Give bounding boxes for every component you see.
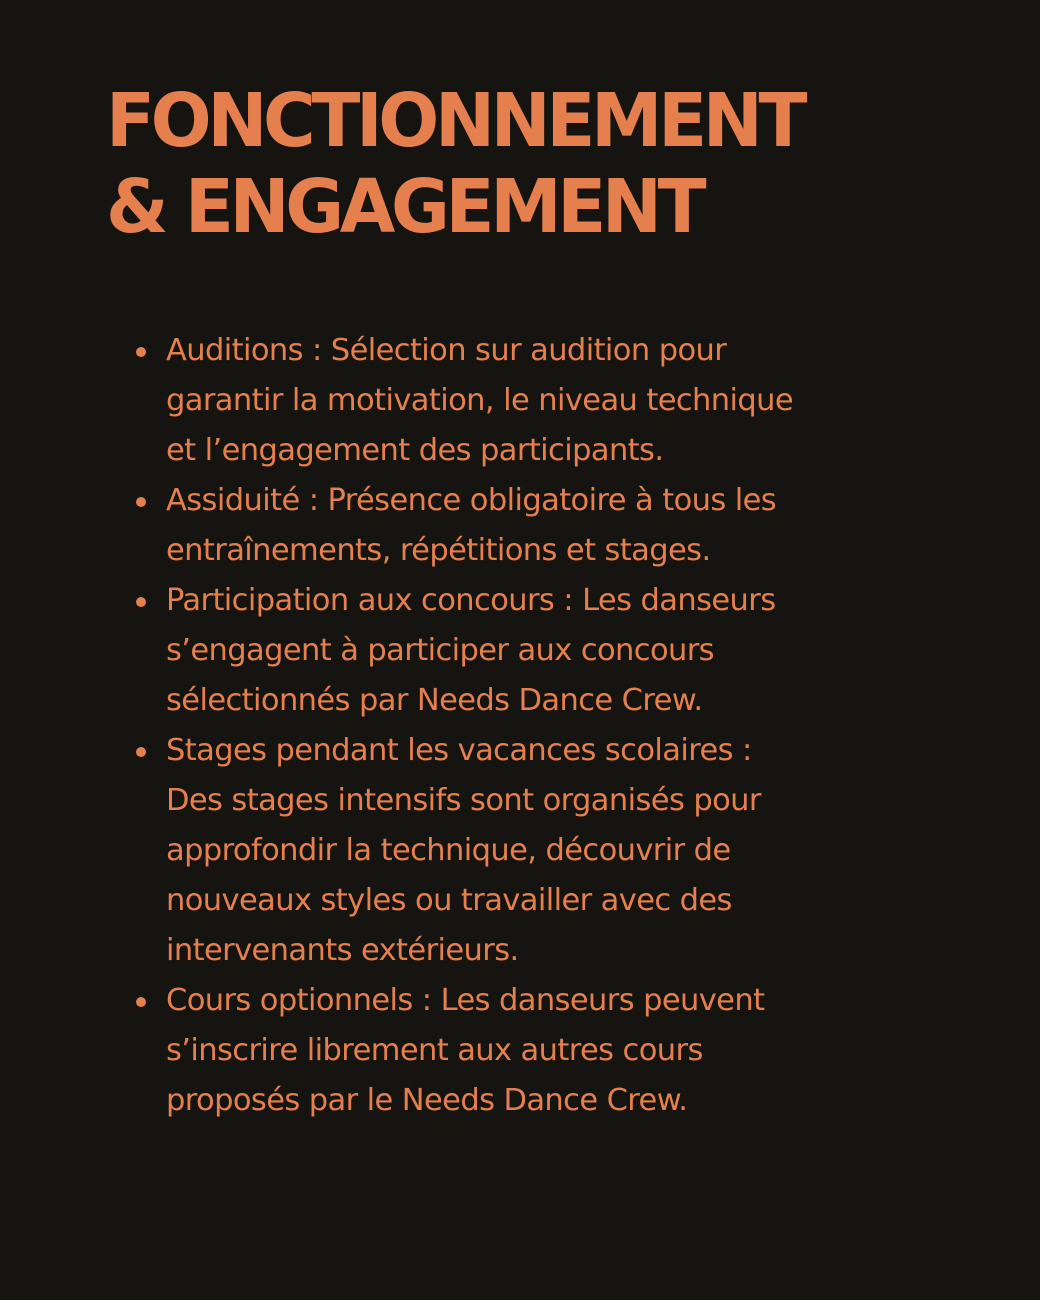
title-line-1: FONCTIONNEMENT: [106, 78, 804, 164]
list-item-line: Cours optionnels : Les danseurs peuvent: [166, 983, 765, 1018]
list-item-line: intervenants extérieurs.: [166, 933, 519, 968]
list-item-line: garantir la motivation, le niveau technique: [166, 383, 794, 418]
title-line-2: & ENGAGEMENT: [106, 164, 703, 250]
list-item-line: Participation aux concours : Les danseurs: [166, 583, 776, 618]
list-item-stages: [166, 726, 946, 976]
engagement-list: [166, 326, 946, 1126]
bullet-icon: [136, 597, 146, 607]
list-item-line: Auditions : Sélection sur audition pour: [166, 333, 727, 368]
list-item-line: s’inscrire librement aux autres cours: [166, 1033, 703, 1068]
list-item-line: proposés par le Needs Dance Crew.: [166, 1083, 688, 1118]
list-item-assiduite: [166, 476, 946, 576]
list-item-line: s’engagent à participer aux concours: [166, 633, 714, 668]
bullet-icon: [136, 347, 146, 357]
list-item-line: et l’engagement des participants.: [166, 433, 664, 468]
list-item-line: entraînements, répétitions et stages.: [166, 533, 711, 568]
page-title: [106, 78, 803, 250]
bullet-icon: [136, 997, 146, 1007]
list-item-concours: [166, 576, 946, 726]
list-item-line: nouveaux styles ou travailler avec des: [166, 883, 732, 918]
list-item-cours-optionnels: [166, 976, 946, 1126]
bullet-icon: [136, 747, 146, 757]
list-item-line: Des stages intensifs sont organisés pour: [166, 783, 761, 818]
list-item-line: Stages pendant les vacances scolaires :: [166, 733, 752, 768]
bullet-icon: [136, 497, 146, 507]
list-item-auditions: [166, 326, 946, 476]
list-item-line: approfondir la technique, découvrir de: [166, 833, 731, 868]
list-item-line: sélectionnés par Needs Dance Crew.: [166, 683, 703, 718]
list-item-line: Assiduité : Présence obligatoire à tous les: [166, 483, 777, 518]
